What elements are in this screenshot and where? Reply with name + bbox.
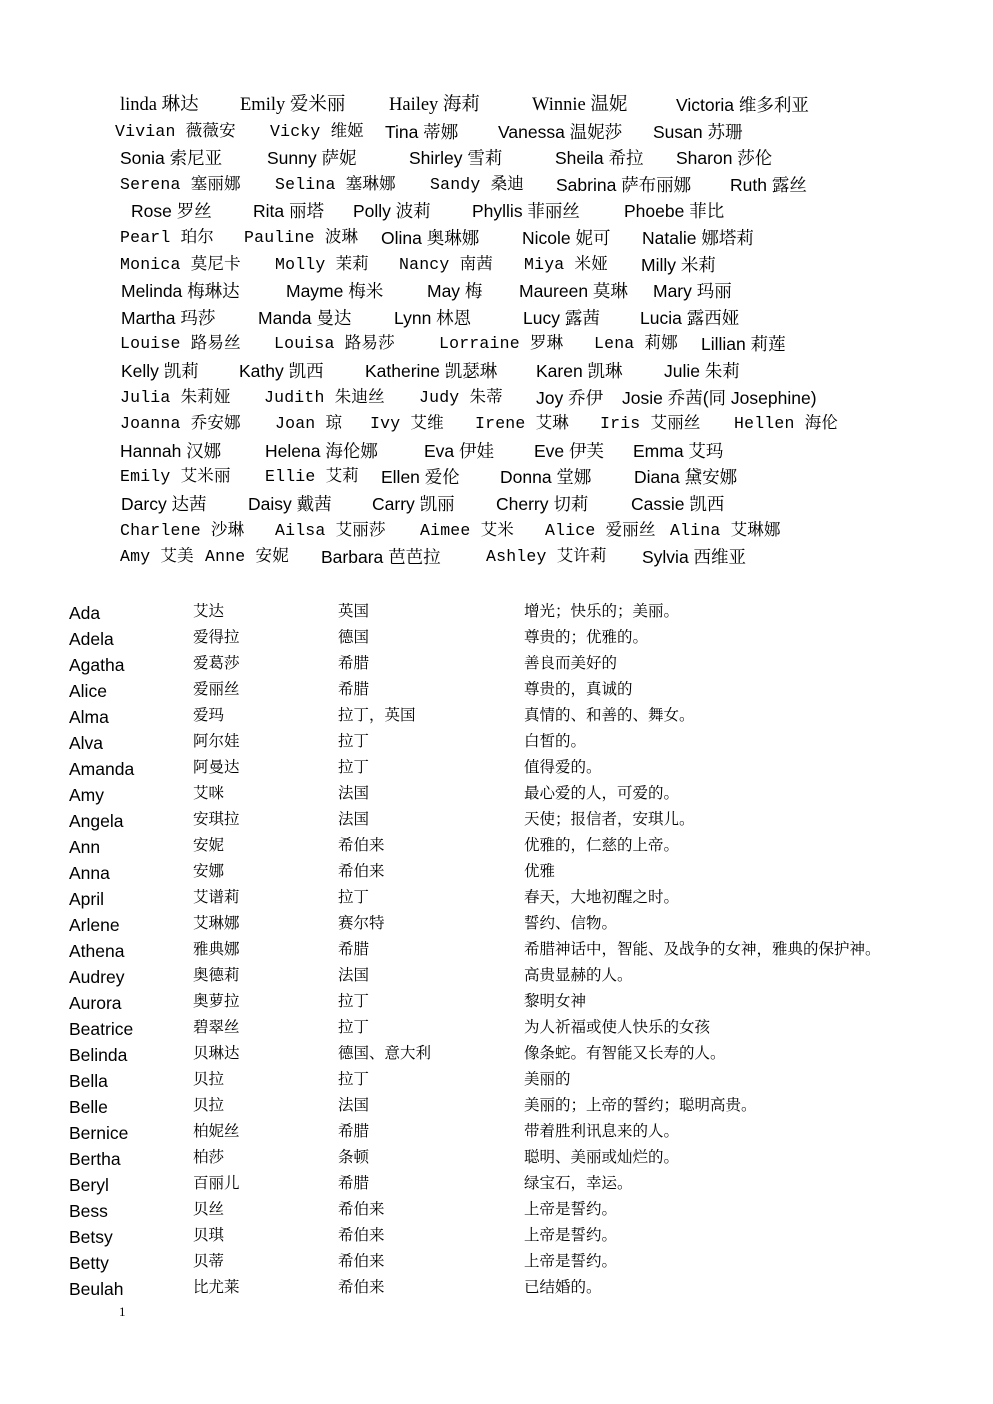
chinese-name: 百丽儿 [193, 1174, 240, 1192]
name-entry: Alice 爱丽丝 [545, 520, 656, 540]
name-entry: linda 琳达 [120, 95, 199, 115]
name-entry: Cherry 切莉 [496, 493, 589, 514]
meaning: 善良而美好的 [524, 654, 618, 672]
chinese-name: 阿尔娃 [193, 732, 240, 750]
name-entry: Eva 伊娃 [424, 440, 495, 461]
meaning: 增光；快乐的；美丽。 [524, 602, 680, 620]
table-row [0, 781, 993, 807]
chinese-name: 碧翠丝 [193, 1018, 240, 1036]
table-row [0, 833, 993, 859]
name-entry: Lena 莉娜 [594, 334, 678, 354]
name-entry: Katherine 凯瑟琳 [365, 360, 498, 381]
meaning: 上帝是誓约。 [524, 1226, 618, 1244]
meaning: 最心爱的人，可爱的。 [524, 784, 680, 802]
name-entry: Monica 莫尼卡 [120, 254, 241, 274]
table-row [0, 989, 993, 1015]
meaning: 希腊神话中，智能、及战争的女神，雅典的保护神。 [524, 940, 881, 958]
table-row [0, 729, 993, 755]
meaning: 为人祈福或使人快乐的女孩 [524, 1018, 711, 1036]
meaning: 上帝是誓约。 [524, 1252, 618, 1270]
name-entry: Donna 堂娜 [500, 467, 592, 488]
table-row [0, 885, 993, 911]
origin: 希腊 [338, 1122, 370, 1140]
meaning: 聪明、美丽或灿烂的。 [524, 1148, 680, 1166]
chinese-name: 艾咪 [193, 784, 225, 802]
name-line [0, 145, 993, 172]
chinese-name: 安妮 [193, 836, 225, 854]
name-entry: Mayme 梅米 [286, 281, 384, 302]
page-number: 1 [119, 1304, 126, 1319]
english-name: Ada [69, 603, 101, 623]
english-name: Bella [69, 1071, 108, 1091]
name-entry: Joanna 乔安娜 [120, 414, 241, 434]
origin: 法国 [338, 1096, 370, 1114]
origin: 希腊 [338, 1174, 370, 1192]
name-line [0, 544, 993, 571]
table-row [0, 1015, 993, 1041]
name-line [0, 331, 993, 358]
name-entry: Charlene 沙琳 [120, 520, 245, 540]
name-entry: Cassie 凯西 [631, 493, 725, 514]
meaning: 绿宝石，幸运。 [524, 1174, 633, 1192]
english-name: Adela [69, 629, 114, 649]
name-entry: Emily 艾米丽 [120, 467, 231, 487]
name-entry: Louise 路易丝 [120, 334, 241, 354]
meaning: 天使；报信者，安琪儿。 [524, 810, 695, 828]
name-entry: Diana 黛安娜 [634, 467, 738, 488]
table-row [0, 625, 993, 651]
name-entry: Ellen 爱伦 [381, 467, 460, 488]
name-entry: Nicole 妮可 [522, 227, 611, 248]
origin: 法国 [338, 784, 370, 802]
name-entry: Lucia 露西娅 [640, 307, 740, 328]
name-line [0, 518, 993, 545]
table-row [0, 651, 993, 677]
name-meaning-table [0, 599, 993, 1301]
name-line [0, 198, 993, 225]
meaning: 带着胜利讯息来的人。 [524, 1122, 680, 1140]
english-name: Beatrice [69, 1019, 134, 1039]
name-entry: Olina 奥琳娜 [381, 227, 480, 248]
chinese-name: 安娜 [193, 862, 225, 880]
english-name: Alma [69, 707, 109, 727]
name-entry: Anne 安妮 [205, 547, 289, 567]
name-entry: Sonia 索尼亚 [120, 148, 223, 169]
name-line [0, 92, 993, 119]
name-entry: Alina 艾琳娜 [670, 520, 781, 540]
english-name: Angela [69, 811, 124, 831]
chinese-name: 贝蒂 [193, 1252, 225, 1270]
name-entry: Iris 艾丽丝 [600, 414, 701, 434]
meaning: 真情的、和善的、舞女。 [524, 706, 695, 724]
table-row [0, 1145, 993, 1171]
name-entry: Joan 琼 [275, 414, 343, 434]
meaning: 尊贵的；优雅的。 [524, 628, 649, 646]
chinese-name: 爱丽丝 [193, 680, 240, 698]
name-entry: Vicky 维姬 [270, 121, 365, 141]
name-entry: Lucy 露茜 [523, 307, 600, 328]
chinese-name: 奥萝拉 [193, 992, 240, 1010]
name-entry: Judith 朱迪丝 [264, 387, 385, 407]
name-line [0, 411, 993, 438]
name-entry: Kelly 凯莉 [121, 360, 199, 381]
name-entry: Miya 米娅 [524, 254, 608, 274]
name-entry: Eve 伊芙 [534, 440, 605, 461]
names-section [0, 92, 993, 571]
name-entry: Winnie 温妮 [532, 95, 628, 115]
english-name: Alva [69, 733, 104, 753]
name-entry: Milly 米莉 [641, 254, 716, 275]
name-entry: Susan 苏珊 [653, 121, 743, 142]
origin: 希伯来 [338, 1252, 385, 1270]
english-name: Bernice [69, 1123, 129, 1143]
origin: 拉丁 [338, 1018, 370, 1036]
name-line [0, 438, 993, 465]
name-entry: Molly 茉莉 [275, 254, 370, 274]
name-entry: Victoria 维多利亚 [676, 95, 809, 115]
name-entry: Karen 凯琳 [536, 360, 623, 381]
origin: 德国、意大利 [338, 1044, 432, 1062]
name-entry: Kathy 凯西 [239, 360, 324, 381]
origin: 希伯来 [338, 862, 385, 880]
table-row [0, 1041, 993, 1067]
table-row [0, 1197, 993, 1223]
meaning: 美丽的 [524, 1070, 571, 1088]
english-name: Anna [69, 863, 110, 883]
table-row [0, 1275, 993, 1301]
origin: 希腊 [338, 940, 370, 958]
table-row [0, 703, 993, 729]
chinese-name: 比尤莱 [193, 1278, 240, 1296]
origin: 希伯来 [338, 1278, 385, 1296]
table-row [0, 859, 993, 885]
chinese-name: 贝丝 [193, 1200, 225, 1218]
meaning: 美丽的；上帝的誓约；聪明高贵。 [524, 1096, 757, 1114]
english-name: Aurora [69, 993, 122, 1013]
chinese-name: 雅典娜 [193, 940, 240, 958]
name-entry: Ailsa 艾丽莎 [275, 520, 386, 540]
english-name: Agatha [69, 655, 125, 675]
table-row [0, 599, 993, 625]
chinese-name: 贝拉 [193, 1096, 225, 1114]
name-entry: Irene 艾琳 [475, 414, 570, 434]
name-entry: Emily 爱米丽 [240, 95, 346, 115]
meaning: 上帝是誓约。 [524, 1200, 618, 1218]
table-row [0, 937, 993, 963]
name-entry: Vivian 薇薇安 [115, 121, 236, 141]
name-line [0, 119, 993, 146]
table-row [0, 1171, 993, 1197]
english-name: Betsy [69, 1227, 113, 1247]
meaning: 尊贵的，真诚的 [524, 680, 633, 698]
chinese-name: 奥德莉 [193, 966, 240, 984]
chinese-name: 柏妮丝 [193, 1122, 240, 1140]
name-line [0, 225, 993, 252]
name-entry: Sandy 桑迪 [430, 174, 525, 194]
english-name: April [69, 889, 105, 909]
origin: 法国 [338, 966, 370, 984]
chinese-name: 艾达 [193, 602, 225, 620]
name-entry: Hannah 汉娜 [120, 440, 222, 461]
name-entry: Carry 凯丽 [372, 493, 455, 514]
name-entry: Martha 玛莎 [121, 307, 216, 328]
table-row [0, 911, 993, 937]
name-entry: Sylvia 西维亚 [642, 547, 747, 568]
meaning: 像条蛇。有智能又长寿的人。 [524, 1044, 726, 1062]
origin: 拉丁，英国 [338, 706, 416, 724]
meaning: 黎明女神 [524, 992, 587, 1010]
chinese-name: 柏莎 [193, 1148, 225, 1166]
name-entry: Aimee 艾米 [420, 520, 515, 540]
meaning: 高贵显赫的人。 [524, 966, 633, 984]
name-entry: Lillian 莉莲 [701, 334, 786, 355]
table-row [0, 807, 993, 833]
english-name: Betty [69, 1253, 109, 1273]
table-row [0, 1067, 993, 1093]
name-entry: Joy 乔伊 [536, 387, 604, 408]
name-entry: Mary 玛丽 [653, 281, 732, 302]
english-name: Amy [69, 785, 104, 805]
name-entry: Ruth 露丝 [730, 174, 807, 195]
origin: 希腊 [338, 654, 370, 672]
name-entry: Lorraine 罗琳 [439, 334, 564, 354]
name-entry: Melinda 梅琳达 [121, 281, 240, 302]
meaning: 白皙的。 [524, 732, 587, 750]
name-entry: Manda 曼达 [258, 307, 352, 328]
meaning: 誓约、信物。 [524, 914, 618, 932]
meaning: 值得爱的。 [524, 758, 602, 776]
name-entry: Polly 波莉 [353, 201, 431, 222]
name-entry: Ashley 艾许莉 [486, 547, 607, 567]
english-name: Audrey [69, 967, 125, 987]
meaning: 春天，大地初醒之时。 [524, 888, 680, 906]
name-line [0, 278, 993, 305]
chinese-name: 贝拉 [193, 1070, 225, 1088]
origin: 德国 [338, 628, 370, 646]
english-name: Ann [69, 837, 101, 857]
chinese-name: 阿曼达 [193, 758, 240, 776]
table-row [0, 677, 993, 703]
meaning: 已结婚的。 [524, 1278, 602, 1296]
english-name: Belle [69, 1097, 108, 1117]
english-name: Beryl [69, 1175, 109, 1195]
meaning: 优雅的，仁慈的上帝。 [524, 836, 680, 854]
name-entry: Selina 塞琳娜 [275, 174, 396, 194]
origin: 条顿 [338, 1148, 370, 1166]
name-entry: Julie 朱莉 [664, 360, 740, 381]
name-entry: Helena 海伦娜 [265, 440, 378, 461]
name-entry: Pearl 珀尔 [120, 227, 215, 247]
origin: 拉丁 [338, 888, 370, 906]
name-entry: Serena 塞丽娜 [120, 174, 241, 194]
english-name: Bess [69, 1201, 108, 1221]
origin: 拉丁 [338, 992, 370, 1010]
name-entry: Louisa 路易莎 [274, 334, 395, 354]
name-entry: Sunny 萨妮 [267, 148, 357, 169]
table-row [0, 755, 993, 781]
chinese-name: 艾琳娜 [193, 914, 240, 932]
name-entry: Pauline 波琳 [244, 227, 359, 247]
name-entry: Amy 艾美 [120, 547, 194, 567]
table-row [0, 1223, 993, 1249]
name-entry: Barbara 芭芭拉 [321, 547, 441, 568]
origin: 英国 [338, 602, 370, 620]
english-name: Belinda [69, 1045, 128, 1065]
name-entry: Ellie 艾莉 [265, 467, 360, 487]
english-name: Arlene [69, 915, 120, 935]
origin: 拉丁 [338, 758, 370, 776]
english-name: Beulah [69, 1279, 124, 1299]
name-entry: Judy 朱蒂 [419, 387, 503, 407]
name-entry: Maureen 莫琳 [519, 281, 628, 302]
name-entry: Phyllis 菲丽丝 [472, 201, 580, 222]
name-entry: Lynn 林恩 [394, 307, 472, 328]
english-name: Athena [69, 941, 125, 961]
name-entry: Sharon 莎伦 [676, 148, 773, 169]
name-entry: Daisy 戴茜 [248, 493, 332, 514]
origin: 拉丁 [338, 1070, 370, 1088]
name-entry: Hellen 海伦 [734, 414, 839, 434]
table-row [0, 1249, 993, 1275]
name-line [0, 464, 993, 491]
chinese-name: 贝琪 [193, 1226, 225, 1244]
chinese-name: 艾谱莉 [193, 888, 240, 906]
name-line [0, 491, 993, 518]
name-entry: Ivy 艾维 [370, 414, 444, 434]
origin: 希伯来 [338, 1226, 385, 1244]
name-entry: May 梅 [427, 281, 483, 302]
meaning: 优雅 [524, 862, 556, 880]
name-entry: Sheila 希拉 [555, 148, 644, 169]
table-row [0, 963, 993, 989]
name-entry: Nancy 南茜 [399, 254, 494, 274]
name-line [0, 172, 993, 199]
name-line [0, 358, 993, 385]
name-entry: Josie 乔茜(同 Josephine) [622, 387, 817, 408]
chinese-name: 安琪拉 [193, 810, 240, 828]
origin: 希伯来 [338, 836, 385, 854]
chinese-name: 贝琳达 [193, 1044, 240, 1062]
name-entry: Emma 艾玛 [633, 440, 724, 461]
name-entry: Rita 丽塔 [253, 201, 324, 222]
name-entry: Darcy 达茜 [121, 493, 207, 514]
origin: 拉丁 [338, 732, 370, 750]
origin: 法国 [338, 810, 370, 828]
name-entry: Tina 蒂娜 [385, 121, 459, 142]
english-name: Bertha [69, 1149, 121, 1169]
chinese-name: 爱葛莎 [193, 654, 240, 672]
name-line [0, 252, 993, 279]
table-row [0, 1093, 993, 1119]
name-entry: Julia 朱莉娅 [120, 387, 231, 407]
english-name: Amanda [69, 759, 135, 779]
name-entry: Sabrina 萨布丽娜 [556, 174, 692, 195]
name-entry: Vanessa 温妮莎 [498, 121, 623, 142]
name-entry: Shirley 雪莉 [409, 148, 503, 169]
chinese-name: 爱玛 [193, 706, 225, 724]
name-entry: Rose 罗丝 [131, 201, 212, 222]
chinese-name: 爱得拉 [193, 628, 240, 646]
name-entry: Natalie 娜塔莉 [642, 227, 754, 248]
name-line [0, 385, 993, 412]
origin: 希腊 [338, 680, 370, 698]
name-line [0, 305, 993, 332]
table-row [0, 1119, 993, 1145]
origin: 赛尔特 [338, 914, 385, 932]
origin: 希伯来 [338, 1200, 385, 1218]
name-entry: Hailey 海莉 [389, 95, 480, 115]
name-entry: Phoebe 菲比 [624, 201, 725, 222]
english-name: Alice [69, 681, 107, 701]
